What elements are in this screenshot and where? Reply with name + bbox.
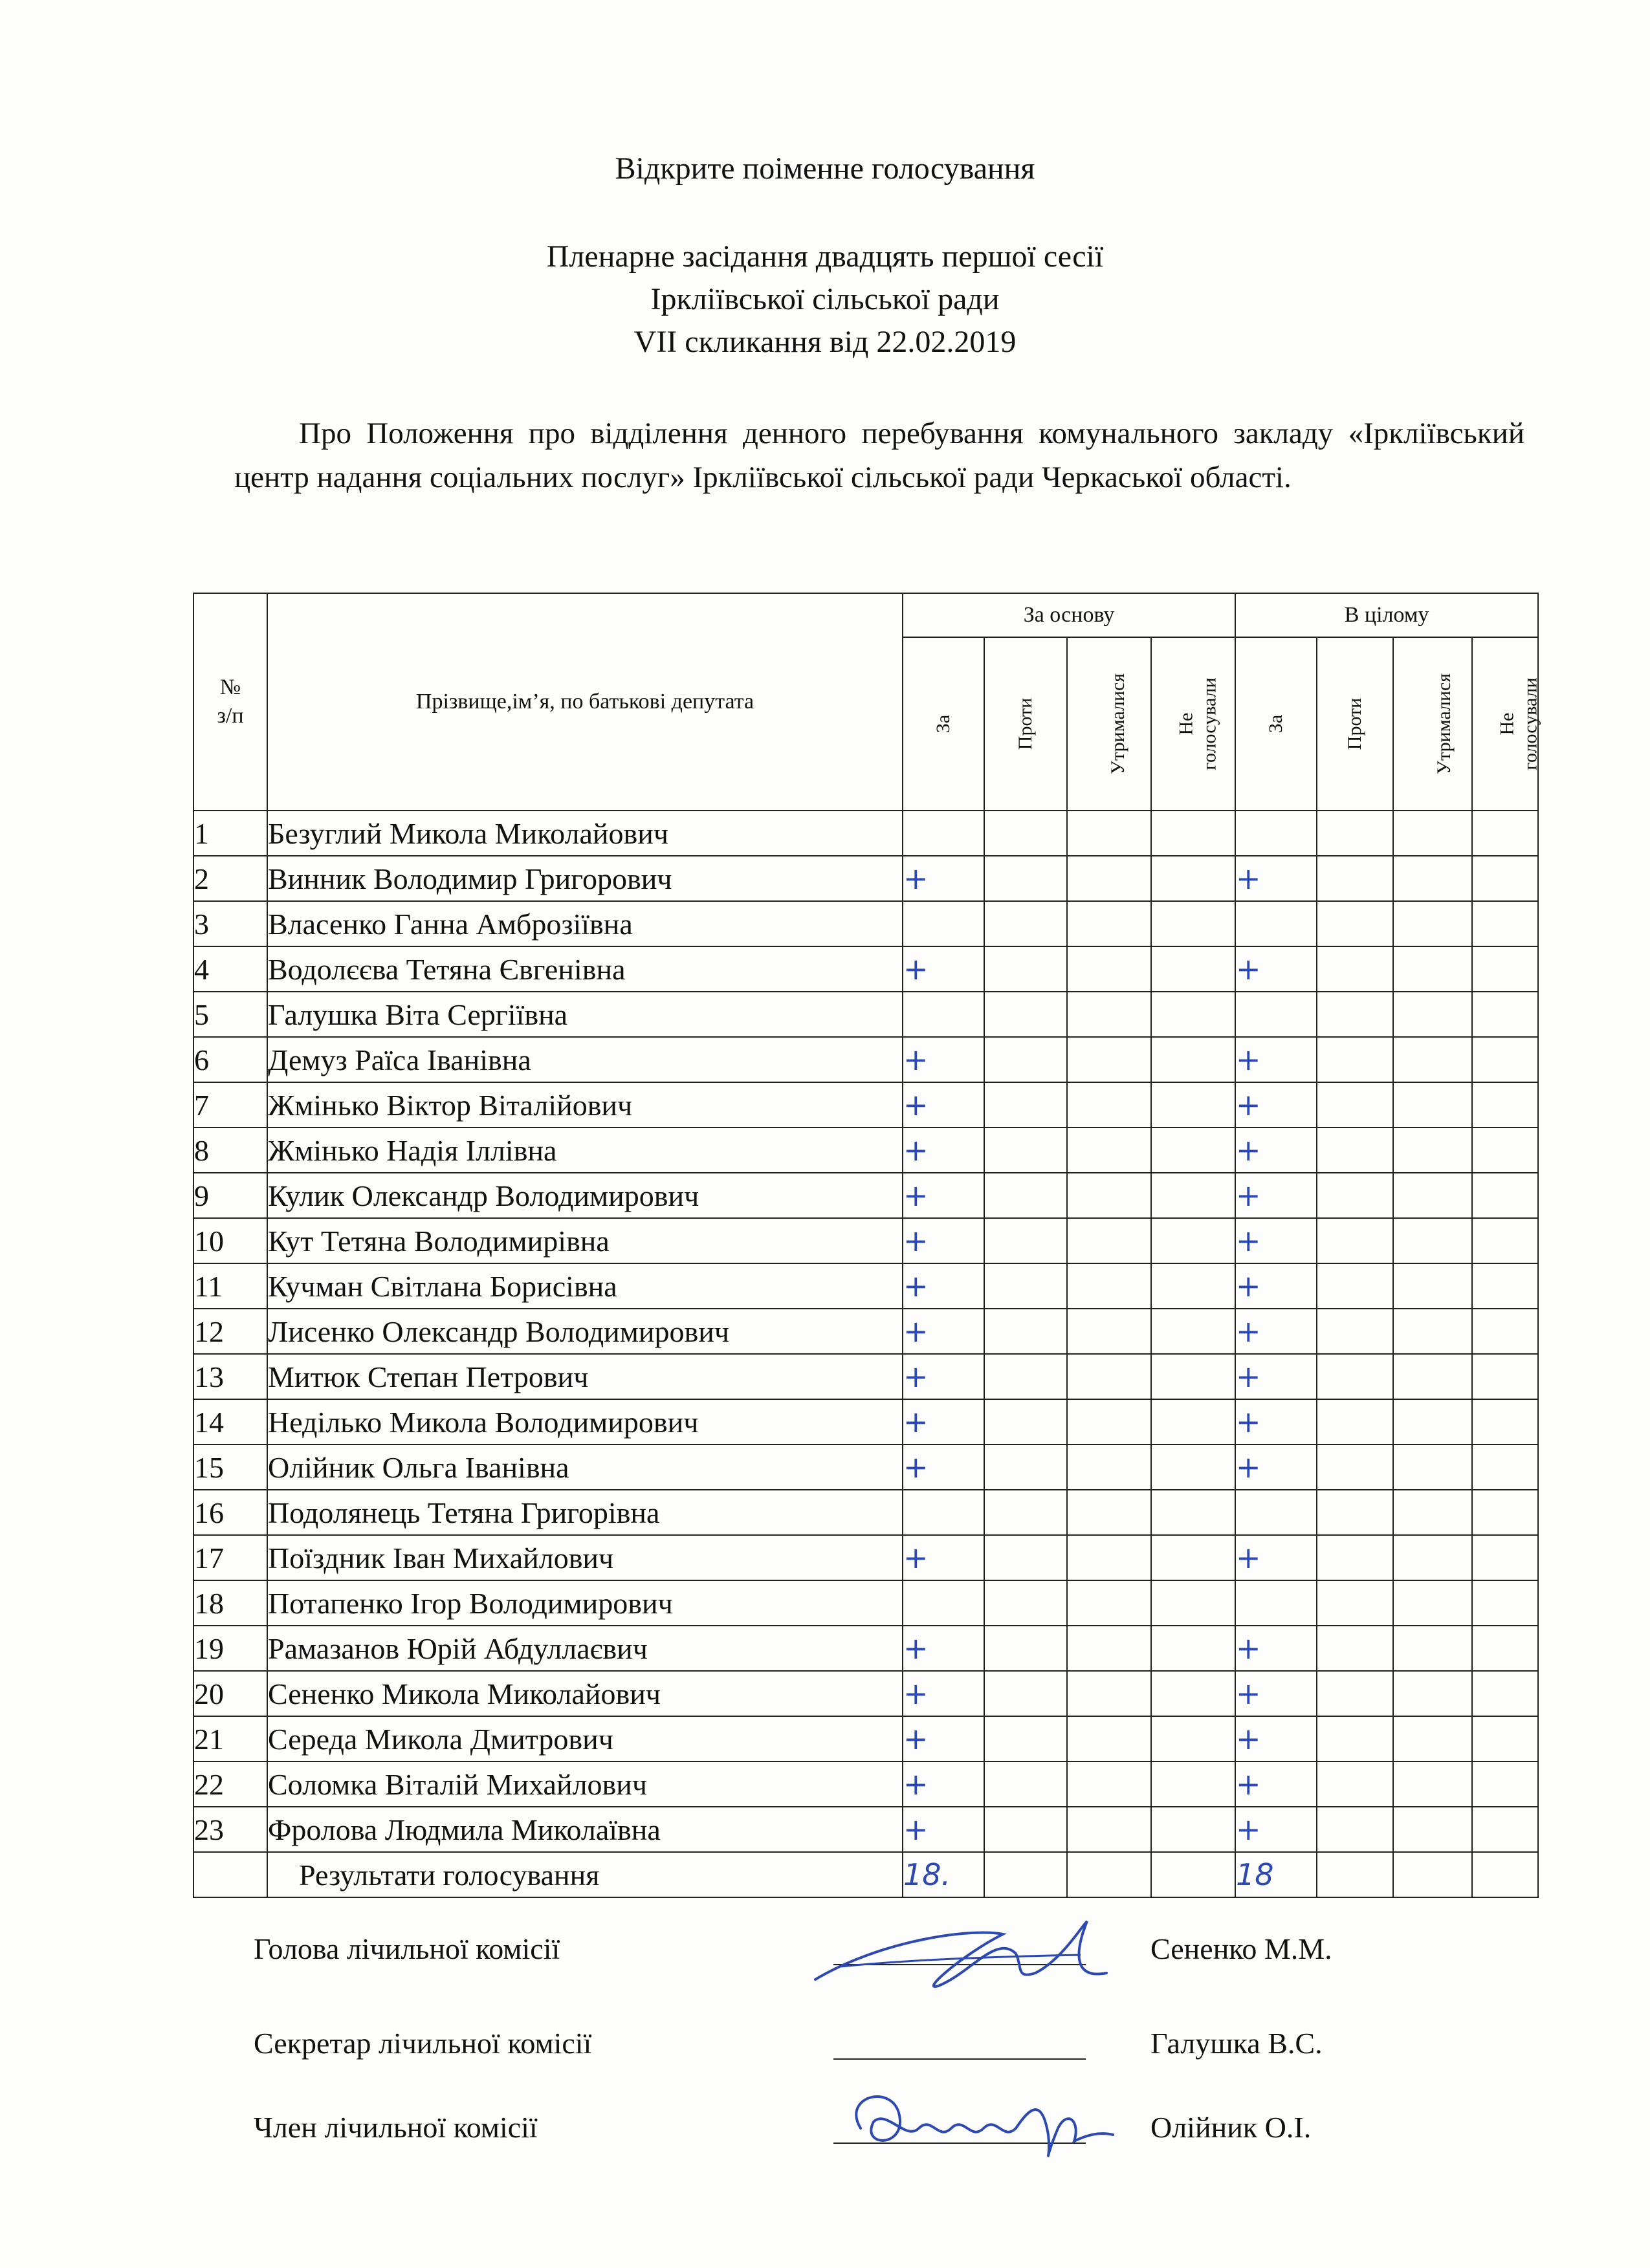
sub-col-label: За [1265, 714, 1287, 734]
row-number: 2 [193, 856, 267, 901]
sub-col-against [1317, 637, 1393, 811]
row-number: 3 [193, 901, 267, 946]
row-number: 23 [193, 1807, 267, 1852]
deputy-row [193, 1354, 1538, 1399]
voting-table [193, 593, 1539, 1898]
result-basis-for: 18. [903, 1852, 984, 1897]
row-number: 15 [193, 1445, 267, 1490]
vote-basis-for: + [903, 946, 984, 992]
row-number: 8 [193, 1128, 267, 1173]
row-number: 1 [193, 811, 267, 856]
deputy-row [193, 1399, 1538, 1445]
vote-basis-for [903, 901, 984, 946]
row-number: 6 [193, 1037, 267, 1082]
deputy-row [193, 1128, 1538, 1173]
deputy-row [193, 1037, 1538, 1082]
deputy-name: Демуз Раїса Іванівна [267, 1037, 903, 1082]
deputy-row [193, 1761, 1538, 1807]
vote-whole-for: + [1235, 1399, 1317, 1445]
signature-name: Галушка В.С. [1150, 2027, 1323, 2060]
vote-basis-for [903, 1580, 984, 1626]
deputy-name: Кулик Олександр Володимирович [267, 1173, 903, 1218]
deputy-row [193, 1309, 1538, 1354]
vote-whole-for [1235, 901, 1317, 946]
row-number: 5 [193, 992, 267, 1037]
vote-basis-for: + [903, 856, 984, 901]
vote-basis-for: + [903, 1263, 984, 1309]
row-number: 4 [193, 946, 267, 992]
vote-basis-for: + [903, 1309, 984, 1354]
deputy-row [193, 1445, 1538, 1490]
row-number: 21 [193, 1716, 267, 1761]
deputy-row [193, 1807, 1538, 1852]
vote-basis-for: + [903, 1037, 984, 1082]
vote-basis-for: + [903, 1445, 984, 1490]
deputy-row [193, 1173, 1538, 1218]
deputy-name: Водолєєва Тетяна Євгенівна [267, 946, 903, 992]
deputy-row [193, 1671, 1538, 1716]
vote-subject: Про Положення про відділення денного перебування комунального закладу «Ірклiївський центр надання соціальних послуг» Ірклiївської сільської ради Черкаської області. [234, 417, 1524, 494]
row-number: 20 [193, 1671, 267, 1716]
vote-basis-for: + [903, 1399, 984, 1445]
signature-name: Олійник О.І. [1150, 2111, 1312, 2144]
session-line: Пленарне засідання двадцять першої сесії [546, 239, 1104, 274]
deputy-row [193, 901, 1538, 946]
signature-role: Секретар лічильної комісії [254, 2027, 592, 2060]
vote-whole-for [1235, 1490, 1317, 1535]
deputy-name: Жмінько Віктор Віталійович [267, 1082, 903, 1128]
deputy-row [193, 856, 1538, 901]
row-number: 9 [193, 1173, 267, 1218]
sub-col-label: Не голосували [1496, 677, 1541, 770]
vote-basis-for: + [903, 1626, 984, 1671]
sub-col-label: Утрималися [1107, 673, 1129, 775]
vote-whole-for: + [1235, 1082, 1317, 1128]
vote-basis-for: + [903, 1671, 984, 1716]
row-number: 7 [193, 1082, 267, 1128]
row-number: 13 [193, 1354, 267, 1399]
col-number-label: № з/п [217, 675, 244, 728]
vote-whole-for: + [1235, 1354, 1317, 1399]
deputy-name: Лисенко Олександр Володимирович [267, 1309, 903, 1354]
sub-col-for [1235, 637, 1317, 811]
vote-basis-for: + [903, 1218, 984, 1263]
row-number: 19 [193, 1626, 267, 1671]
deputy-row [193, 1716, 1538, 1761]
session-line: Ірклiївської сільської ради [650, 282, 1000, 316]
group-whole-header: В цілому [1235, 593, 1538, 637]
vote-whole-for: + [1235, 1128, 1317, 1173]
vote-whole-for: + [1235, 1716, 1317, 1761]
row-number: 10 [193, 1218, 267, 1263]
vote-whole-for: + [1235, 856, 1317, 901]
result-blank [193, 1852, 267, 1897]
signature-name: Сененко М.М. [1150, 1932, 1332, 1965]
vote-basis-for: + [903, 1082, 984, 1128]
sub-col-label: Проти [1344, 697, 1366, 750]
deputy-row [193, 1490, 1538, 1535]
row-number: 22 [193, 1761, 267, 1807]
deputy-name: Неділько Микола Володимирович [267, 1399, 903, 1445]
deputy-name: Потапенко Ігор Володимирович [267, 1580, 903, 1626]
vote-basis-for: + [903, 1354, 984, 1399]
deputy-name: Фролова Людмила Миколаївна [267, 1807, 903, 1852]
deputy-row [193, 1535, 1538, 1580]
vote-whole-for [1235, 811, 1317, 856]
session-heading [0, 235, 1650, 364]
deputy-row [193, 992, 1538, 1037]
deputy-name: Сененко Микола Миколайович [267, 1671, 903, 1716]
sub-col-for [903, 637, 984, 811]
vote-whole-for: + [1235, 1535, 1317, 1580]
sub-col-not-voted [1472, 637, 1541, 811]
vote-whole-for: + [1235, 1626, 1317, 1671]
deputy-row [193, 946, 1538, 992]
deputy-name: Олійник Ольга Іванівна [267, 1445, 903, 1490]
session-line: VII скликання від 22.02.2019 [633, 325, 1017, 359]
deputy-name: Кучман Світлана Борисівна [267, 1263, 903, 1309]
handwritten-signature [835, 2070, 1132, 2180]
sub-col-not-voted [1151, 637, 1235, 811]
row-number: 17 [193, 1535, 267, 1580]
vote-basis-for [903, 811, 984, 856]
col-number-header [193, 593, 267, 811]
handwritten-signature [802, 1895, 1139, 2005]
col-name-label: Прізвище,ім’я, по батькові депутата [415, 690, 754, 714]
sub-col-label: Утрималися [1433, 673, 1455, 775]
deputy-name: Безуглий Микола Миколайович [267, 811, 903, 856]
vote-whole-for: + [1235, 1037, 1317, 1082]
vote-basis-for [903, 1490, 984, 1535]
deputy-name: Рамазанов Юрій Абдуллаєвич [267, 1626, 903, 1671]
vote-whole-for: + [1235, 946, 1317, 992]
col-name-header [267, 593, 903, 811]
row-number: 18 [193, 1580, 267, 1626]
deputy-name: Поїздник Іван Михайлович [267, 1535, 903, 1580]
vote-basis-for: + [903, 1173, 984, 1218]
signature-underline [833, 2058, 1086, 2060]
vote-whole-for: + [1235, 1445, 1317, 1490]
deputy-name: Винник Володимир Григорович [267, 856, 903, 901]
vote-whole-for [1235, 1580, 1317, 1626]
row-number: 11 [193, 1263, 267, 1309]
vote-basis-for: + [903, 1807, 984, 1852]
vote-basis-for: + [903, 1761, 984, 1807]
sub-col-label: За [932, 714, 954, 734]
vote-basis-for [903, 992, 984, 1037]
deputy-row [193, 811, 1538, 856]
vote-whole-for: + [1235, 1263, 1317, 1309]
sub-col-label: Проти [1015, 697, 1036, 750]
sub-col-against [984, 637, 1067, 811]
deputy-name: Середа Микола Дмитрович [267, 1716, 903, 1761]
deputy-row [193, 1580, 1538, 1626]
vote-whole-for: + [1235, 1671, 1317, 1716]
deputy-name: Кут Тетяна Володимирівна [267, 1218, 903, 1263]
deputy-name: Жмінько Надія Іллівна [267, 1128, 903, 1173]
vote-whole-for: + [1235, 1173, 1317, 1218]
deputy-name: Галушка Віта Сергіївна [267, 992, 903, 1037]
deputy-name: Подолянець Тетяна Григорівна [267, 1490, 903, 1535]
vote-whole-for: + [1235, 1309, 1317, 1354]
vote-basis-for: + [903, 1128, 984, 1173]
result-label: Результати голосування [267, 1852, 903, 1897]
deputy-name: Митюк Степан Петрович [267, 1354, 903, 1399]
vote-basis-for: + [903, 1535, 984, 1580]
vote-basis-for: + [903, 1716, 984, 1761]
deputy-row [193, 1082, 1538, 1128]
signature-role: Член лічильної комісії [254, 2111, 538, 2144]
deputy-row [193, 1218, 1538, 1263]
deputy-name: Соломка Віталій Михайлович [267, 1761, 903, 1807]
sub-col-label: Не голосували [1175, 677, 1220, 770]
vote-whole-for: + [1235, 1218, 1317, 1263]
row-number: 14 [193, 1399, 267, 1445]
row-number: 16 [193, 1490, 267, 1535]
result-whole-for: 18 [1235, 1852, 1317, 1897]
signature-role: Голова лічильної комісії [254, 1932, 560, 1965]
sub-col-abstained [1393, 637, 1472, 811]
group-basis-header: За основу [903, 593, 1235, 637]
deputy-name: Власенко Ганна Амброзіївна [267, 901, 903, 946]
vote-whole-for [1235, 992, 1317, 1037]
vote-whole-for: + [1235, 1807, 1317, 1852]
vote-whole-for: + [1235, 1761, 1317, 1807]
sub-col-abstained [1067, 637, 1151, 811]
document-title: Відкрите поіменне голосування [615, 151, 1035, 186]
deputy-row [193, 1263, 1538, 1309]
row-number: 12 [193, 1309, 267, 1354]
deputy-row [193, 1626, 1538, 1671]
